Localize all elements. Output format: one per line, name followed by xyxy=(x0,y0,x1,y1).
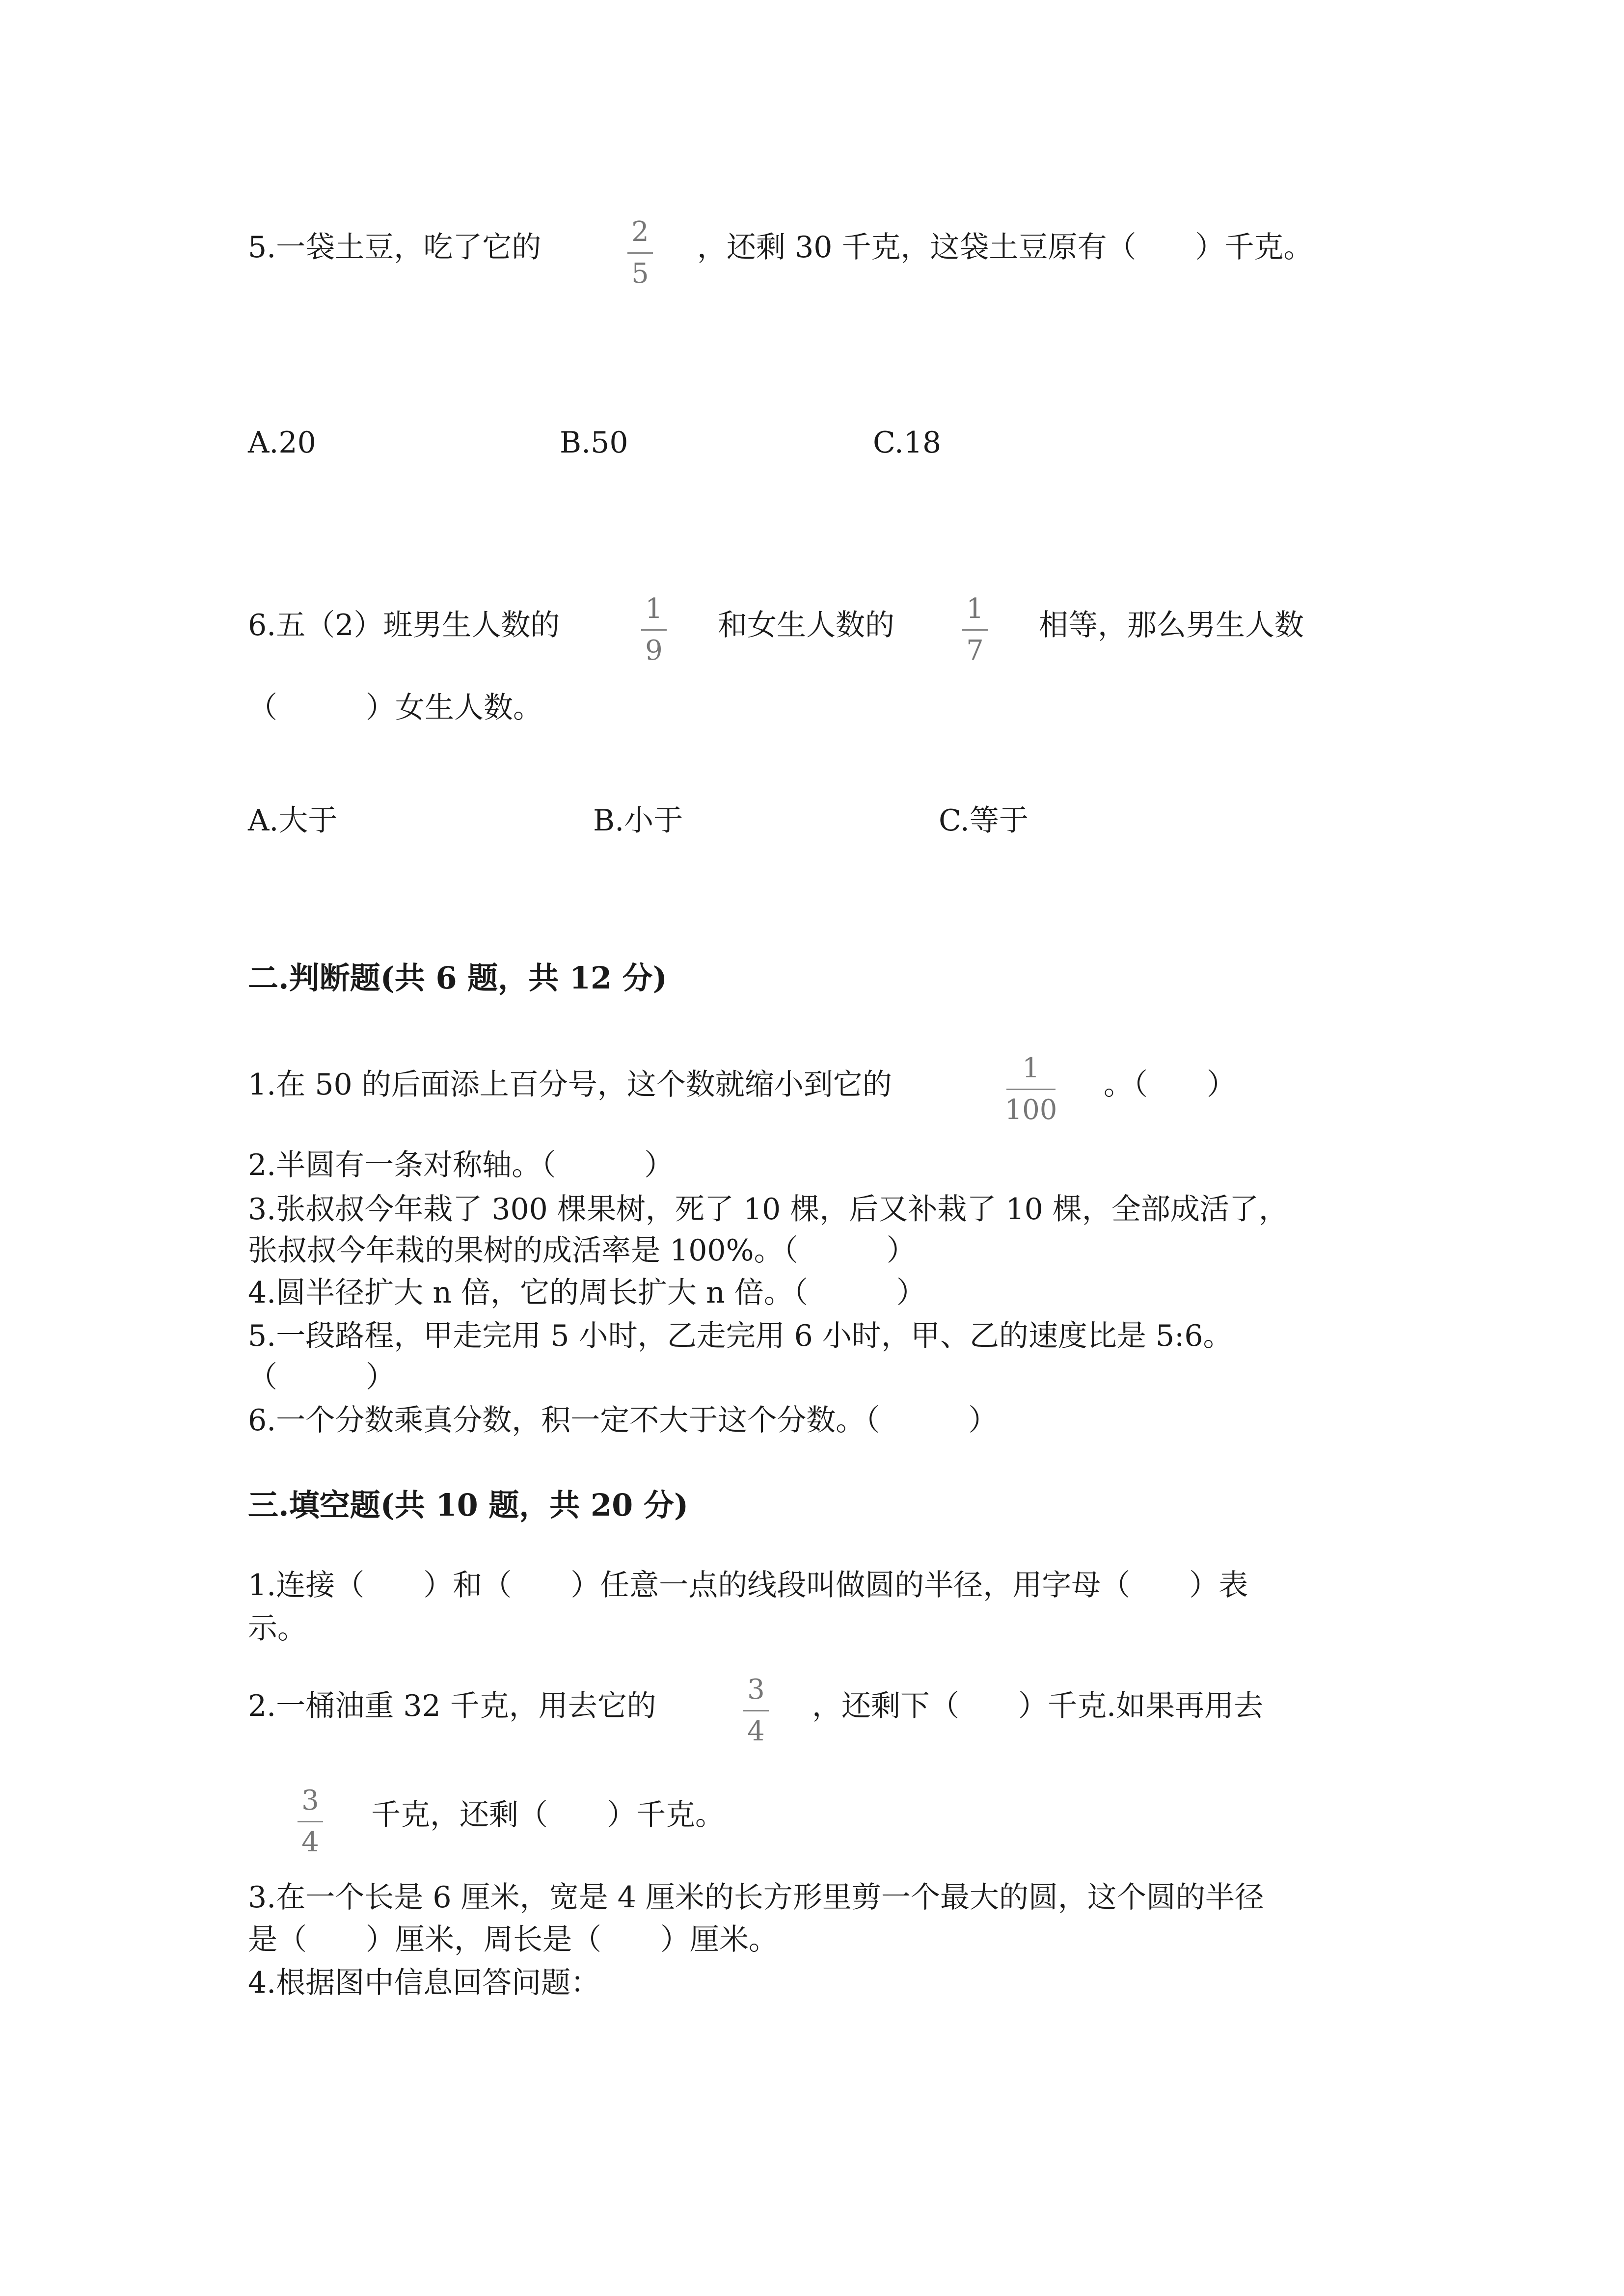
fraction-bar xyxy=(962,629,988,631)
fraction-denominator: 9 xyxy=(645,635,663,667)
choice-q5-text-after: ，还剩 30 千克，这袋土豆原有（ ）千克。 xyxy=(697,230,1313,265)
choice-q6-option-b: B.小于 xyxy=(593,803,683,838)
fraction-numerator: 3 xyxy=(301,1785,319,1816)
fill-q1-line-1: 1.连接（ ）和（ ）任意一点的线段叫做圆的半径，用字母（ ）表 xyxy=(248,1568,1248,1602)
fraction-numerator: 1 xyxy=(966,593,984,625)
fill-q2-line-2: 千克，还剩（ ）千克。 xyxy=(371,1798,725,1832)
choice-q6-text-2: 和女生人数的 xyxy=(718,608,894,642)
choice-q6-text-3: 相等，那么男生人数 xyxy=(1039,608,1304,642)
fill-q3-line-1: 3.在一个长是 6 厘米，宽是 4 厘米的长方形里剪一个最大的圆，这个圆的半径 xyxy=(248,1880,1264,1915)
fill-q1-line-2: 示。 xyxy=(248,1611,307,1646)
judge-q3-line-1: 3.张叔叔今年栽了 300 棵果树，死了 10 棵，后又补栽了 10 棵，全部成活了， xyxy=(248,1192,1288,1227)
choice-q6-fraction-1 xyxy=(624,593,683,667)
fill-q2-fraction-2 xyxy=(281,1785,340,1859)
choice-q6-option-c: C.等于 xyxy=(939,803,1029,838)
fraction-bar xyxy=(298,1821,323,1822)
judge-q1-text-before: 1.在 50 的后面添上百分号，这个数就缩小到它的 xyxy=(248,1068,892,1102)
judge-q1-text-after: 。（ ） xyxy=(1104,1068,1236,1102)
fraction-numerator: 1 xyxy=(645,593,663,625)
fraction-numerator: 1 xyxy=(1022,1052,1040,1084)
fraction-numerator: 3 xyxy=(747,1674,765,1706)
judge-q6: 6.一个分数乘真分数，积一定不大于这个分数。（ ） xyxy=(248,1403,998,1438)
judge-q2: 2.半圆有一条对称轴。（ ） xyxy=(248,1148,674,1182)
fraction-denominator: 5 xyxy=(631,258,649,290)
fraction-denominator: 4 xyxy=(301,1826,319,1858)
choice-q5-fraction xyxy=(611,216,670,290)
fraction-denominator: 4 xyxy=(747,1715,765,1747)
fill-q2-fraction xyxy=(727,1674,785,1748)
judge-q3-line-2: 张叔叔今年栽的果树的成活率是 100%。（ ） xyxy=(248,1233,916,1268)
fill-q2-text-after: ，还剩下（ ）千克.如果再用去 xyxy=(812,1689,1264,1723)
fraction-denominator: 100 xyxy=(1004,1094,1057,1126)
fill-q4: 4.根据图中信息回答问题： xyxy=(248,1966,600,2000)
choice-q5-option-a: A.20 xyxy=(248,426,316,460)
fill-q2-text-before: 2.一桶油重 32 千克，用去它的 xyxy=(248,1689,656,1723)
choice-q5-option-b: B.50 xyxy=(560,426,628,460)
fraction-bar xyxy=(743,1710,769,1711)
judge-q5-line-1: 5.一段路程，甲走完用 5 小时，乙走完用 6 小时，甲、乙的速度比是 5:6。 xyxy=(248,1319,1233,1353)
judge-q4: 4.圆半径扩大 n 倍，它的周长扩大 n 倍。（ ） xyxy=(248,1276,926,1310)
fraction-denominator: 7 xyxy=(966,635,984,667)
choice-q5-option-c: C.18 xyxy=(873,426,942,460)
fill-q3-line-2: 是（ ）厘米，周长是（ ）厘米。 xyxy=(248,1922,778,1957)
judge-section-heading: 二.判断题(共 6 题，共 12 分) xyxy=(248,960,668,996)
fraction-bar xyxy=(1006,1089,1056,1090)
fill-section-heading: 三.填空题(共 10 题，共 20 分) xyxy=(248,1487,689,1523)
choice-q6-line-2: （ ）女生人数。 xyxy=(248,691,542,725)
fraction-bar xyxy=(641,629,667,631)
judge-q1-fraction xyxy=(1001,1052,1060,1126)
choice-q6-fraction-2 xyxy=(946,593,1004,667)
choice-q6-text-1: 6.五（2）班男生人数的 xyxy=(248,608,560,642)
judge-q5-line-2: （ ） xyxy=(248,1360,395,1394)
fraction-numerator: 2 xyxy=(631,216,649,248)
choice-q5-text-before: 5.一袋土豆，吃了它的 xyxy=(248,230,541,265)
choice-q6-option-a: A.大于 xyxy=(248,803,338,838)
fraction-bar xyxy=(627,252,653,254)
